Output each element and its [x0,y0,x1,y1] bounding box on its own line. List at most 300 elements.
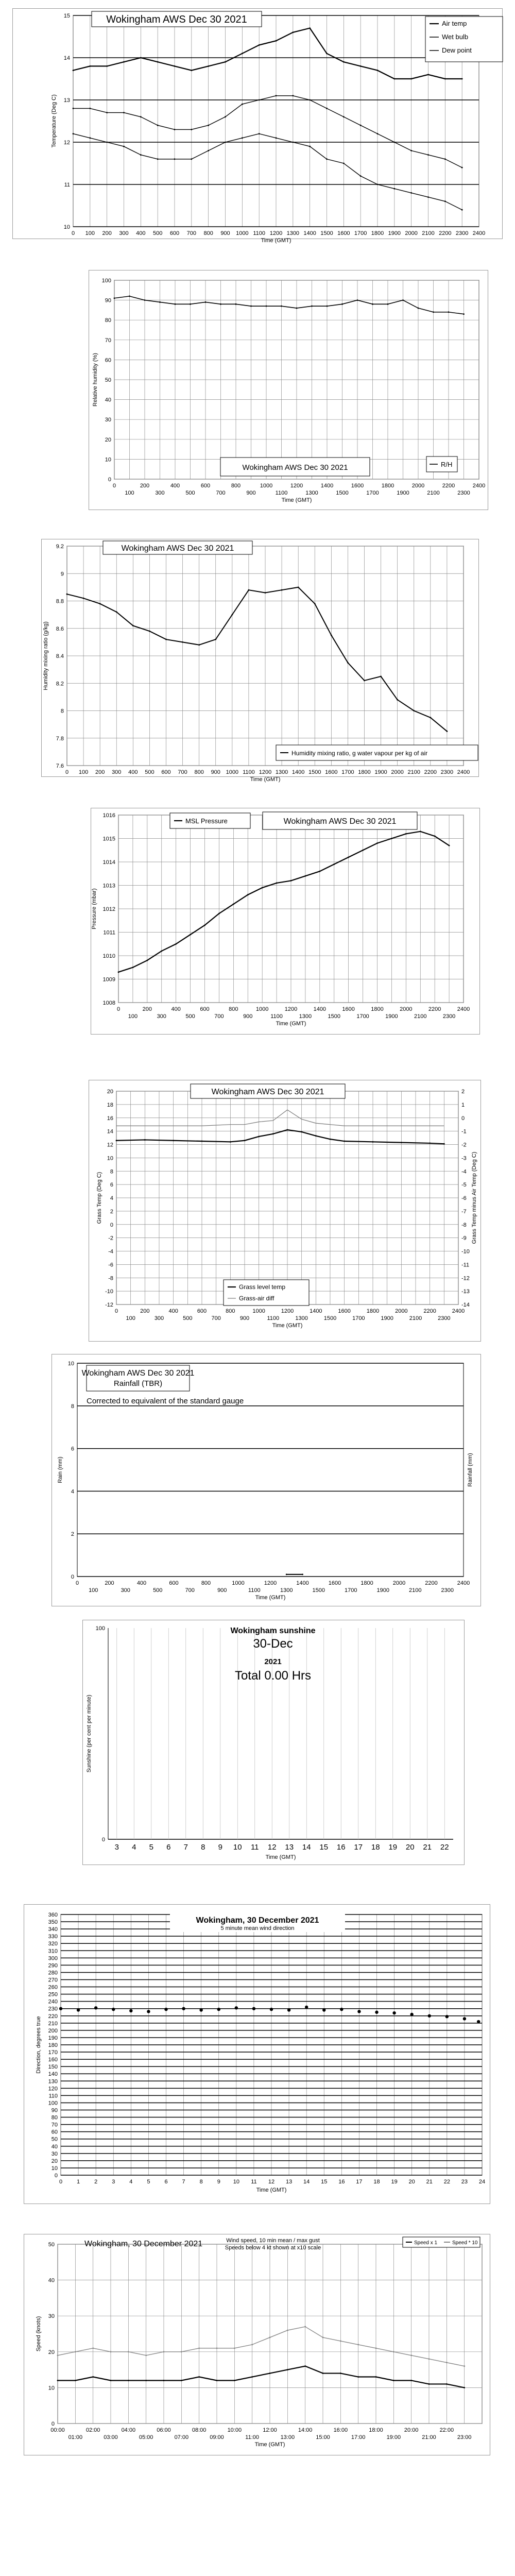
wind-gust-series-point [340,2341,341,2342]
wind-direction-x-tick-label: 24 [478,2179,486,2185]
pressure-y-tick-label: 1014 [102,859,115,866]
air-temp-series-point [393,78,395,80]
grass-level-temp-series [116,1130,444,1144]
rh-series [114,296,464,314]
humidity-x-tick-label: 500 [185,490,195,496]
wind-speed-x-tick-label: 13:00 [280,2434,295,2441]
humidity-x-tick-label: 1700 [366,490,379,496]
sunshine-title: Wokingham sunshine [230,1626,316,1635]
wind-gust-series-point [110,2351,112,2352]
wind-speed-series-point [92,2376,94,2378]
sunshine-x-tick-label: 3 [114,1843,119,1852]
wet-bulb-series-point [242,104,243,105]
wind-speed-series-point [410,2380,412,2381]
wind-speed-x-axis-label: Time (GMT) [254,2442,285,2448]
grass-temp-x-tick-label: 1900 [381,1315,393,1321]
wind-speed-x-tick-label: 11:00 [245,2434,260,2441]
mixing-ratio-series-point [132,625,134,626]
temperature-x-tick-label: 500 [152,230,163,236]
mixing-ratio-x-tick-label: 1400 [291,769,305,775]
wind-direction-y-tick-label: 60 [51,2129,58,2136]
grass-temp-x-tick-label: 600 [197,1308,207,1314]
wind-direction-y-tick-label: 30 [51,2150,58,2157]
dew-point-series-point [393,188,395,190]
temperature-legend-label: Air temp [442,20,467,27]
mixing-ratio-x-tick-label: 300 [112,769,122,775]
grass-temp-x-tick-label: 1300 [295,1315,308,1321]
rh-series-point [327,306,328,307]
rh-series-point [220,303,221,305]
wind-gust-series-point [57,2354,59,2356]
rh-series-point [387,303,389,305]
grass-level-temp-series-point [301,1131,302,1133]
wind-speed-series-point [128,2380,129,2381]
mixing-ratio-series-point [314,603,316,604]
mixing-ratio-series-point [364,680,365,682]
wind-speed-x-tick-label: 09:00 [210,2434,224,2441]
wind-direction-point [445,2015,449,2018]
humidity-y-tick-label: 0 [108,477,111,483]
temperature-y-tick-label: 14 [63,55,70,61]
rainfall-title: Wokingham AWS Dec 30 2021 [81,1369,195,1378]
humidity-x-tick-label: 1400 [320,483,334,489]
wind-speed-y-tick-label: 40 [48,2277,55,2284]
mixing-ratio-series-point [149,631,150,632]
mixing-ratio-x-tick-label: 1500 [308,769,321,775]
rainfall-subtitle: Rainfall (TBR) [113,1379,163,1388]
wind-direction-x-tick-label: 8 [199,2179,203,2185]
grass-temp-title: Wokingham AWS Dec 30 2021 [211,1088,324,1096]
grass-temp-right-tick-label: -11 [461,1262,470,1268]
wet-bulb-series-point [427,154,429,156]
wind-direction-point [287,2008,290,2011]
air-temp-series-point [157,61,159,63]
air-temp-series-point [191,70,192,71]
dew-point-series-point [377,184,379,185]
wind-direction-point [235,2006,238,2009]
wind-direction-point [129,2009,132,2012]
grass-temp-x-tick-label: 1200 [281,1308,294,1314]
wind-speed-x-tick-label: 15:00 [316,2434,330,2441]
msl-pressure-series-point [420,831,421,832]
rh-series-point [448,311,450,313]
rainfall-x-tick-label: 900 [217,1587,227,1594]
rainfall-x-tick-label: 1700 [345,1587,357,1594]
wind-direction-x-tick-label: 2 [94,2179,98,2185]
wet-bulb-series-point [174,129,176,130]
msl-pressure-series-point [434,836,436,837]
msl-pressure-series-point [161,951,162,952]
mixing-ratio-title: Wokingham AWS Dec 30 2021 [121,544,234,553]
pressure-x-tick-label: 2300 [442,1013,456,1020]
grass-temp-right-tick-label: -3 [461,1155,467,1162]
rainfall-x-tick-label: 800 [201,1580,211,1586]
sunshine-x-tick-label: 6 [166,1843,171,1852]
dew-point-series-point [276,137,277,139]
wind-direction-x-tick-label: 16 [338,2179,345,2185]
grass-temp-x-tick-label: 0 [114,1308,118,1314]
wind-speed-x-tick-label: 18:00 [369,2427,383,2433]
msl-pressure-series-point [233,904,234,905]
wet-bulb-series-point [276,95,277,96]
mixing-ratio-y-tick-label: 9 [60,571,64,578]
humidity-x-tick-label: 100 [125,490,134,496]
rainfall-x-tick-label: 1000 [232,1580,245,1586]
wet-bulb-series-point [410,150,412,151]
wind-gust-series-point [145,2354,147,2356]
mixing-ratio-series-point [99,603,101,604]
sunshine-y-tick-label: 0 [101,1837,105,1843]
rainfall-x-tick-label: 1500 [312,1587,325,1594]
wind-direction-y-tick-label: 140 [48,2071,58,2078]
wind-direction-title: Wokingham, 30 December 2021 [196,1916,319,1925]
dew-point-series-point [140,154,142,156]
air-temp-series-point [360,65,362,67]
wind-direction-y-tick-label: 90 [51,2107,58,2114]
wet-bulb-series-point [326,108,328,109]
wind-direction-point [59,2007,62,2010]
wind-gust-series-point [251,2344,253,2345]
grass-temp-x-tick-label: 1100 [267,1315,280,1321]
msl-pressure-series-point [247,894,249,895]
wind-direction-y-axis-label: Direction, degrees true [36,2016,42,2074]
sunshine-year-label: 2021 [264,1657,282,1666]
wind-speed-series-point [393,2380,394,2381]
wet-bulb-series-point [89,108,91,109]
grass-temp-x-tick-label: 2000 [395,1308,408,1314]
pressure-y-tick-label: 1010 [102,953,115,959]
mixing-ratio-series-point [215,639,216,640]
sunshine-x-tick-label: 14 [302,1843,311,1852]
grass-level-temp-series-point [315,1135,317,1137]
grass-level-temp-series-point [330,1139,331,1140]
rh-series-point [266,306,267,307]
humidity-x-axis-label: Time (GMT) [281,497,312,503]
wind-direction-x-tick-label: 23 [461,2179,468,2185]
wind-direction-x-tick-label: 15 [321,2179,328,2185]
msl-pressure-series-point [204,924,205,926]
wind-direction-x-tick-label: 21 [426,2179,433,2185]
mixing-ratio-series-point [413,710,415,711]
grass-temp-y-tick-label: -10 [105,1289,113,1295]
dew-point-series-point [73,133,74,134]
sunshine-date-label: 30-Dec [253,1637,293,1651]
sunshine-x-tick-label: 8 [201,1843,205,1852]
air-temp-series-point [123,61,125,63]
humidity-y-tick-label: 50 [105,377,111,383]
dew-point-series-point [208,150,209,151]
wind-direction-y-tick-label: 300 [48,1955,58,1962]
wind-direction-x-tick-label: 12 [268,2179,275,2185]
grass-temp-y-tick-label: 2 [110,1208,113,1215]
pressure-x-tick-label: 1700 [356,1013,369,1020]
sunshine-x-tick-label: 20 [405,1843,415,1852]
mixing-ratio-y-tick-label: 7.6 [56,763,64,769]
wind-speed-y-tick-label: 20 [48,2349,55,2355]
grass-level-temp-series-point [116,1140,117,1141]
wind-direction-y-tick-label: 200 [48,2027,58,2034]
temperature-x-tick-label: 300 [119,230,129,236]
wind-speed-series-point [57,2380,59,2381]
grass-temp-right-tick-label: -1 [461,1128,467,1135]
dew-point-series-point [174,158,176,160]
wind-speed-x-tick-label: 17:00 [351,2434,366,2441]
grass-temp-y-tick-label: -12 [105,1302,113,1308]
rainfall-series-point [286,1573,287,1575]
rh-series-point [433,311,434,313]
pressure-x-tick-label: 1300 [299,1013,312,1020]
wind-direction-y-tick-label: 240 [48,1998,58,2005]
mixing-ratio-series-point [281,589,283,591]
mixing-ratio-x-tick-label: 2100 [407,769,420,775]
air-temp-series-point [89,65,91,67]
mixing-ratio-x-tick-label: 2000 [391,769,404,775]
wet-bulb-series-point [73,108,74,109]
mixing-ratio-y-tick-label: 8.6 [56,625,64,632]
rainfall-y-tick-label: 6 [71,1446,74,1452]
wind-direction-y-tick-label: 20 [51,2158,58,2164]
wind-speed-x-tick-label: 10:00 [227,2427,242,2433]
pressure-x-tick-label: 0 [116,1006,121,1012]
humidity-x-tick-label: 1900 [397,490,409,496]
rainfall-x-tick-label: 700 [185,1587,195,1594]
wind-speed-x-tick-label: 07:00 [174,2434,189,2441]
wind-direction-point [217,2008,220,2011]
sunshine-x-tick-label: 16 [336,1843,346,1852]
temperature-x-axis-label: Time (GMT) [261,238,291,244]
grass-temp-x-tick-label: 200 [140,1308,150,1314]
mixing-ratio-x-tick-label: 1700 [341,769,354,775]
mixing-ratio-series-point [165,639,167,640]
sunshine-x-tick-label: 4 [132,1843,136,1852]
mixing-ratio-y-tick-label: 8.8 [56,598,64,605]
rainfall-x-tick-label: 2300 [441,1587,454,1594]
rh-series-point [235,303,237,305]
rainfall-y-tick-label: 4 [71,1488,74,1495]
wind-direction-y-tick-label: 40 [51,2143,58,2150]
wind-direction-y-tick-label: 10 [51,2165,58,2172]
msl-pressure-series-point [190,934,191,936]
temperature-x-tick-label: 2400 [472,230,486,236]
mixing-ratio-x-tick-label: 2200 [424,769,437,775]
wind-direction-y-tick-label: 130 [48,2078,58,2085]
mixing-ratio-x-tick-label: 1900 [374,769,387,775]
wind-speed-x-tick-label: 22:00 [439,2427,454,2433]
grass-temp-y-tick-label: 8 [110,1168,113,1175]
wind-direction-y-tick-label: 100 [48,2100,58,2107]
humidity-x-tick-label: 1500 [336,490,349,496]
pressure-y-tick-label: 1015 [102,836,115,842]
wind-direction-y-tick-label: 310 [48,1948,58,1955]
grass-temp-y-tick-label: 18 [107,1101,113,1108]
pressure-x-tick-label: 1200 [284,1006,298,1012]
wind-direction-y-tick-label: 170 [48,2049,58,2056]
sunshine-x-tick-label: 21 [423,1843,432,1852]
wind-gust-series [58,2327,465,2366]
grass-temp-y-tick-label: 10 [107,1155,113,1162]
grass-temp-right-tick-label: -6 [461,1195,467,1201]
wet-bulb-series-point [191,129,192,130]
rainfall-x-tick-label: 400 [136,1580,147,1586]
msl-pressure-series-point [449,845,450,846]
humidity-x-tick-label: 1000 [260,483,273,489]
grass-level-temp-series-point [443,1143,445,1145]
wind-gust-series-point [181,2351,182,2352]
wind-speed-x-tick-label: 08:00 [192,2427,207,2433]
wind-direction-x-tick-label: 1 [77,2179,80,2185]
wind-gust-series-point [446,2362,448,2363]
temperature-x-tick-label: 1200 [269,230,283,236]
wind-speed-series-point [163,2380,165,2381]
dew-point-series-point [427,196,429,198]
wind-direction-subtitle: 5 minute mean wind direction [220,1925,295,1931]
rainfall-x-tick-label: 0 [75,1580,79,1586]
pressure-x-tick-label: 300 [157,1013,166,1020]
pressure-x-tick-label: 100 [128,1013,138,1020]
grass-temp-y-tick-label: 4 [110,1195,113,1201]
dew-point-series-point [343,163,345,164]
rainfall-x-tick-label: 1800 [360,1580,373,1586]
dew-point-series-point [242,137,243,139]
sunshine-x-axis-label: Time (GMT) [265,1854,296,1860]
temperature-x-tick-label: 2100 [422,230,435,236]
grass-temp-x-tick-label: 800 [226,1308,235,1314]
humidity-x-tick-label: 1100 [275,490,288,496]
humidity-x-tick-label: 200 [140,483,150,489]
mixing-ratio-series [67,587,447,732]
pressure-y-tick-label: 1009 [102,976,115,983]
mixing-ratio-x-tick-label: 1000 [226,769,239,775]
pressure-x-tick-label: 1500 [328,1013,340,1020]
air-temp-series-point [444,78,446,80]
wind-direction-y-tick-label: 320 [48,1941,58,1947]
grass-temp-x-tick-label: 1600 [338,1308,351,1314]
msl-pressure-series-point [218,913,220,914]
wind-gust-series-point [393,2351,394,2352]
wind-speed-x-tick-label: 20:00 [404,2427,419,2433]
pressure-y-tick-label: 1008 [102,1000,115,1006]
rh-series-point [129,295,130,297]
temperature-x-tick-label: 1700 [354,230,367,236]
wind-direction-point [340,2008,343,2011]
rh-series-point [418,308,419,309]
wind-speed-series-point [357,2376,359,2378]
wind-direction-y-tick-label: 70 [51,2122,58,2128]
grass-temp-x-axis-label: Time (GMT) [272,1323,303,1329]
msl-pressure-series-point [276,883,278,884]
wet-bulb-series-point [106,112,108,113]
dew-point-series-point [360,175,362,177]
wind-speed-title: Wokingham, 30 December 2021 [84,2240,203,2248]
mixing-ratio-x-tick-label: 2400 [457,769,470,775]
wind-speed-series-point [428,2383,430,2385]
rainfall-x-tick-label: 2400 [457,1580,470,1586]
wind-speed-x-tick-label: 12:00 [263,2427,277,2433]
wind-speed-legend-label: Speed x 1 [414,2240,438,2246]
wind-gust-series-point [287,2330,288,2331]
grass-temp-right-tick-label: 2 [461,1089,465,1095]
rh-series-point [190,303,191,305]
dew-point-series-point [461,209,463,211]
sunshine-y-tick-label: 100 [95,1625,105,1632]
grass-temp-right-tick-label: -4 [461,1168,467,1175]
sunshine-x-tick-label: 22 [440,1843,449,1852]
humidity-x-tick-label: 700 [216,490,226,496]
wind-speed-series-point [110,2380,112,2381]
wind-direction-x-tick-label: 20 [408,2179,415,2185]
wind-gust-series-point [234,2347,235,2349]
wind-speed-x-tick-label: 23:00 [457,2434,472,2441]
wind-gust-series-point [269,2337,271,2338]
rainfall-x-tick-label: 2000 [392,1580,406,1586]
wet-bulb-series-point [360,125,362,126]
dew-point-series-point [89,137,91,139]
wind-direction-point [322,2008,325,2011]
mixing-ratio-y-axis-label: Humidity mixing ratio (g/kg) [43,621,49,690]
wind-direction-y-tick-label: 210 [48,2020,58,2027]
mixing-ratio-x-tick-label: 500 [145,769,154,775]
pressure-y-tick-label: 1013 [102,883,115,889]
temperature-y-tick-label: 11 [64,182,70,188]
mixing-ratio-x-axis-label: Time (GMT) [250,776,281,783]
wind-speed-y-tick-label: 30 [48,2313,55,2320]
rh-series-point [372,303,373,305]
wind-direction-y-tick-label: 360 [48,1912,58,1918]
wind-speed-y-axis-label: Speed (knots) [36,2316,42,2352]
temperature-title: Wokingham AWS Dec 30 2021 [106,14,247,25]
wind-gust-series-point [128,2351,129,2352]
rh-series-point [250,306,252,307]
mixing-ratio-series-point [397,699,398,701]
wet-bulb-series-point [140,116,142,117]
wind-direction-y-tick-label: 230 [48,2006,58,2012]
rh-series-point [205,301,207,303]
wind-direction-y-tick-label: 190 [48,2035,58,2041]
grass-temp-x-tick-label: 2100 [409,1315,422,1321]
rainfall-x-tick-label: 1600 [328,1580,341,1586]
pressure-y-tick-label: 1016 [102,812,115,819]
mixing-ratio-series-point [182,641,183,643]
mixing-ratio-x-tick-label: 1300 [275,769,288,775]
pressure-x-tick-label: 1900 [385,1013,398,1020]
air-temp-series-point [73,70,74,71]
wind-direction-point [94,2006,97,2009]
wet-bulb-series-point [208,125,209,126]
rainfall-y-tick-label: 2 [71,1531,74,1538]
mixing-ratio-y-tick-label: 9.2 [56,544,64,550]
msl-pressure-series-point [348,857,349,858]
grass-temp-y-axis-label: Grass Temp (Deg C) [96,1172,102,1224]
wet-bulb-series-point [292,95,294,96]
air-temp-series-point [140,57,142,59]
temperature-x-tick-label: 600 [169,230,180,236]
msl-pressure-series-point [146,960,148,961]
humidity-y-tick-label: 90 [105,297,111,304]
temperature-y-axis-label: Temperature (Deg C) [51,94,57,148]
rh-series-point [341,303,343,305]
wind-gust-series-point [163,2351,165,2352]
wet-bulb-series-point [309,99,311,101]
humidity-y-tick-label: 10 [105,456,111,463]
msl-pressure-series-point [333,863,335,865]
grass-level-temp-series-point [372,1141,374,1143]
temperature-x-tick-label: 1000 [236,230,249,236]
msl-pressure-series-point [391,838,392,839]
air-temp-series-point [106,65,108,67]
grass-level-temp-series-point [401,1142,402,1143]
humidity-x-tick-label: 300 [155,490,165,496]
grass-temp-right-tick-label: -14 [461,1302,470,1308]
